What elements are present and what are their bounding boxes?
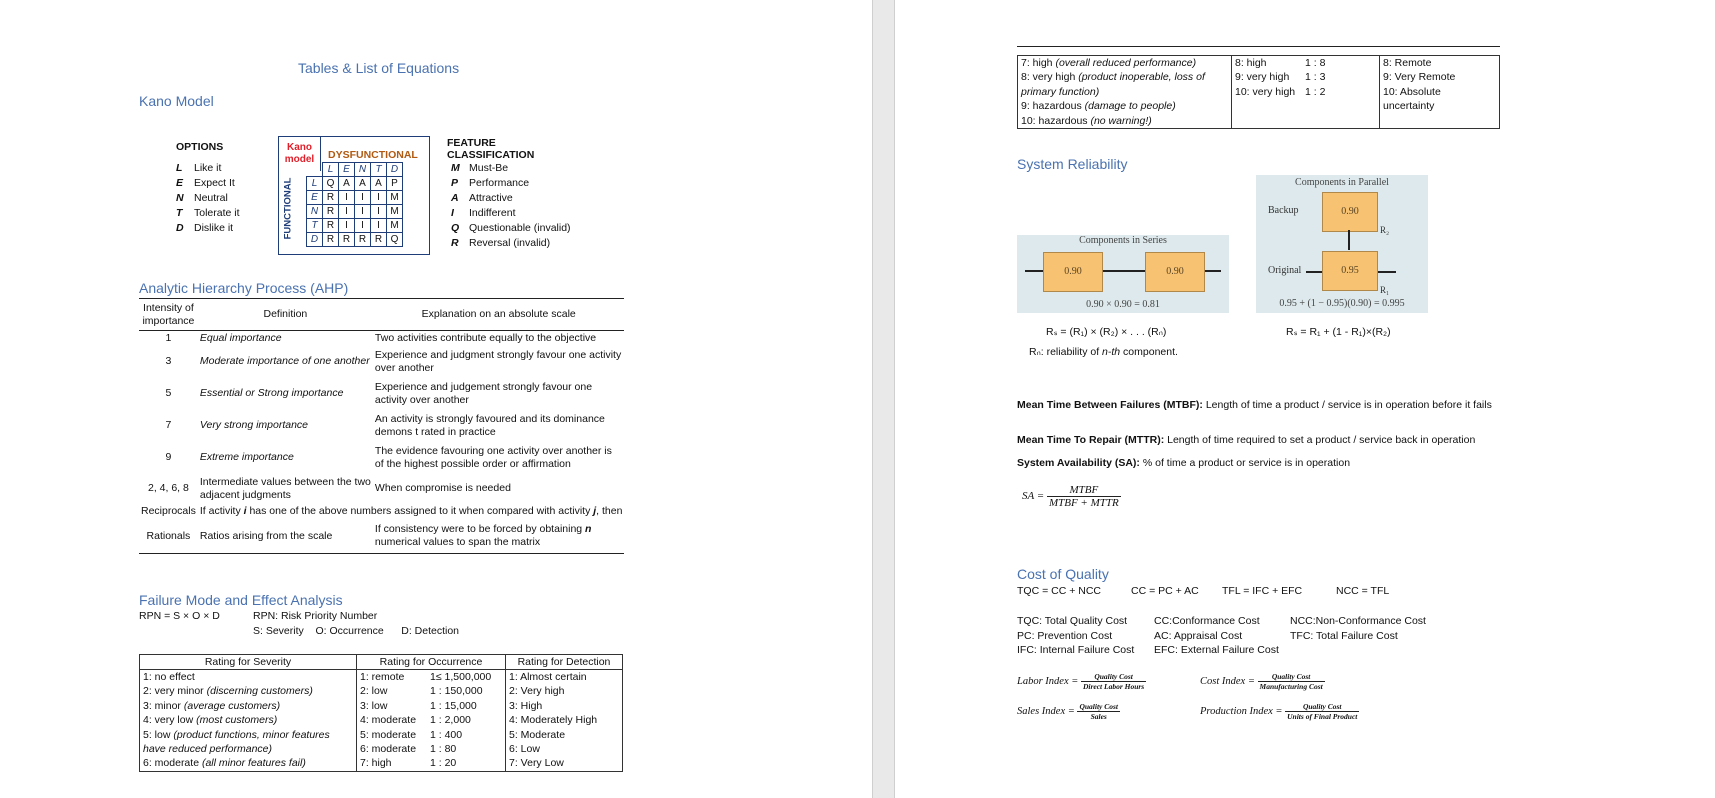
ahp-definition: Moderate importance of one another [199,355,370,367]
ahp-explanation: Two activities contribute equally to the objective [374,331,597,344]
ahp-definition: Extreme importance [199,451,294,463]
rn-definition: Rₙ: reliability of n-th component. [1029,346,1178,358]
kano-cell: I [355,191,371,205]
ahp-explanation: An activity is strongly favoured and its dominance demons t rated in practice [374,412,605,438]
coq-formulas: TQC = CC + NCC CC = PC + AC TFL = IFC + EFC NCC = TFL [1017,585,1390,597]
kano-cell: I [371,191,387,205]
ahp-intensity: 3 [165,355,172,367]
r2-label: R₂ [1380,225,1390,235]
kano-row-header: N [307,205,323,219]
sales-index-equation: Sales Index = $\frac{\text{Quality Cost}}{\text{Sales}}$ [1017,702,1119,721]
feature-item: A Attractive [451,192,513,204]
kano-cell: R [371,233,387,247]
kano-cell: Q [323,177,339,191]
original-component: 0.95 [1322,251,1378,291]
kano-row-header: D [307,233,323,247]
sa-definition: System Availability (SA): % of time a product or service is in operation [1017,457,1351,469]
ahp-intensity: 7 [165,419,172,431]
parallel-caption: 0.95 + (1 − 0.95)(0.90) = 0.995 [1279,298,1405,309]
functional-label: FUNCTIONAL [282,177,294,240]
feature-list [451,161,571,251]
ahp-table [139,298,624,554]
fmea-table-continued [1017,55,1500,129]
ahp-definition: Equal importance [199,331,282,344]
kano-matrix [278,136,430,255]
ahp-intensity: Reciprocals [141,505,196,517]
series-formula: Rₛ = (R₁) × (R₂) × . . . (Rₙ) [1046,326,1167,338]
kano-option: E Expect It [176,177,235,189]
kano-cell: R [323,233,339,247]
mtbf-definition: Mean Time Between Failures (MTBF): Length of time a product / service is in operation before it fails [1017,399,1492,411]
kano-cell: I [371,219,387,233]
coq-definitions: TQC: Total Quality Cost CC:Conformance Cost NCC:Non-Conformance Cost PC: Prevention Cost AC: Appraisal Cost TFC: Total Failure Cost IFC: Internal Failure Cost EFC: External Failure Cost [1017,615,1426,656]
ahp-header: Definition [263,308,308,320]
fmea-header: Rating for Occurrence [357,655,506,670]
right-page [895,0,1715,798]
kano-col-header: D [387,163,403,177]
ahp-explanation: The evidence favouring one activity over another is of the highest possible order or affirmation [374,444,612,470]
kano-heading: Kano Model [139,93,214,109]
ahp-explanation: Experience and judgment strongly favour one activity over another [374,348,622,374]
kano-cell: P [387,177,403,191]
kano-options-header: OPTIONS [176,141,224,153]
kano-row-header: E [307,191,323,205]
kano-option: L Like it [176,162,222,174]
feature-item: P Performance [451,177,530,189]
fmea-header: Rating for Detection [506,655,623,670]
kano-cell: A [339,177,355,191]
rpn-formula: RPN = S × O × D [139,610,220,622]
production-index-equation: Production Index = $\frac{\text{Quality Cost}}{\text{Units of Final Product}}$ [1200,702,1358,721]
labor-index-equation: Labor Index = $\frac{\text{Quality Cost}}{\text{Direct Labor Hours}}$ [1017,672,1145,691]
kano-col-header: L [323,163,339,177]
occurrence-list: 8: high 1 : 8 9: very high 1 : 3 10: very high 1 : 2 [1232,56,1380,129]
top-rule [1017,46,1500,47]
kano-cell: I [371,205,387,219]
kano-corner-label: Kano model [279,137,321,171]
feature-item: M Must-Be [451,162,509,174]
ahp-intensity: Rationals [146,529,191,542]
kano-cell: R [323,191,339,205]
kano-cell: M [387,205,403,219]
occurrence-list: 1: remote 1≤ 1,500,000 2: low 1 : 150,000 3: low 1 : 15,000 4: moderate 1 : 2,000 5: moderate 1 : 400 6: moderate 1 : 80 7: high 1 : 20 [357,670,506,772]
ahp-definition: Ratios arising from the scale [199,529,333,542]
kano-col-header: E [339,163,355,177]
kano-options-list [176,161,240,236]
backup-component: 0.90 [1322,192,1378,232]
series-component-2: 0.90 [1145,252,1205,292]
kano-col-header: N [355,163,371,177]
kano-option: T Tolerate it [176,207,240,219]
parallel-title: Components in Parallel [1295,177,1389,188]
reliability-heading: System Reliability [1017,156,1128,172]
kano-cell: M [387,191,403,205]
ahp-explanation: When compromise is needed [374,482,511,494]
parallel-formula: Rₛ = R₁ + (1 - R₁)×(R₂) [1286,326,1391,338]
ahp-definition: Intermediate values between the two adjacent judgments [199,475,371,501]
ahp-header: Intensity of importance [142,301,195,327]
mttr-definition: Mean Time To Repair (MTTR): Length of time required to set a product / service back in operation [1017,434,1476,446]
backup-label: Backup [1268,205,1299,216]
kano-cell: I [355,205,371,219]
kano-cell: I [339,219,355,233]
page-title: Tables & List of Equations [298,60,460,76]
kano-cell: I [355,219,371,233]
kano-row-header: T [307,219,323,233]
kano-cell: R [355,233,371,247]
ahp-definition: Very strong importance [199,419,309,431]
series-title: Components in Series [1079,235,1167,246]
parallel-diagram [1256,175,1428,313]
ahp-intensity: 5 [165,387,172,399]
feature-item: Q Questionable (invalid) [451,222,571,234]
ahp-intensity: 9 [165,451,172,463]
series-diagram [1017,235,1229,313]
parallel-connector [1348,230,1350,250]
kano-row-header: L [307,177,323,191]
fmea-table [139,654,623,772]
sa-equation: SA = $\frac{\text{MTBF}}{\text{MTBF + MTTR}}$ [1022,484,1119,509]
kano-cell: R [339,233,355,247]
ahp-intensity: 2, 4, 6, 8 [147,482,189,494]
page-gutter [872,0,895,798]
ahp-explanation: If consistency were to be forced by obtaining n numerical values to span the matrix [374,523,592,549]
feature-item: R Reversal (invalid) [451,237,551,249]
kano-cell: I [339,205,355,219]
feature-header: FEATURE CLASSIFICATION [447,137,535,161]
kano-option: N Neutral [176,192,228,204]
ahp-reciprocals-text: If activity i has one of the above numbers assigned to it when compared with activity j, then [199,505,623,517]
detection-list: 1: Almost certain 2: Very high 3: High 4: Moderately High 5: Moderate 6: Low 7: Very Low [506,670,623,772]
ahp-explanation: Experience and judgement strongly favour one activity over another [374,380,593,406]
kano-cell: A [371,177,387,191]
severity-list: 1: no effect 2: very minor (discerning customers) 3: minor (average customers) 4: very low (most customers) 5: low (product functions, minor features have reduced performance) 6: moderate (all minor features fail) [143,671,330,770]
rpn-label: RPN: Risk Priority Number [253,610,378,622]
cost-index-equation: Cost Index = $\frac{\text{Quality Cost}}{\text{Manufacturing Cost}}$ [1200,672,1323,691]
kano-cell: A [355,177,371,191]
original-label: Original [1268,265,1302,276]
dysfunctional-label: DYSFUNCTIONAL [328,149,418,161]
sod-legend: S: Severity O: Occurrence D: Detection [253,625,460,637]
ahp-intensity: 1 [165,331,172,344]
kano-option: D Dislike it [176,222,234,234]
fmea-heading: Failure Mode and Effect Analysis [139,592,343,608]
r1-label: R₁ [1380,285,1390,295]
feature-item: I Indifferent [451,207,516,219]
kano-cell: M [387,219,403,233]
ahp-definition: Essential or Strong importance [199,387,344,399]
ahp-header: Explanation on an absolute scale [421,308,576,320]
kano-col-header: T [371,163,387,177]
ahp-heading: Analytic Hierarchy Process (AHP) [139,280,349,296]
series-caption: 0.90 × 0.90 = 0.81 [1086,299,1160,310]
kano-cell: R [323,205,339,219]
severity-list: 7: high (overall reduced performance) 8: very high (product inoperable, loss of primary function) 9: hazardous (damage to people) 10: hazardous (no warning!) [1021,57,1205,127]
kano-cell: I [339,191,355,205]
kano-grid-table [306,162,403,247]
kano-cell: R [323,219,339,233]
detection-list: 8: Remote 9: Very Remote 10: Absolute uncertainty [1380,56,1500,129]
series-component-1: 0.90 [1043,252,1103,292]
kano-cell: Q [387,233,403,247]
fmea-header: Rating for Severity [140,655,357,670]
coq-heading: Cost of Quality [1017,566,1109,582]
